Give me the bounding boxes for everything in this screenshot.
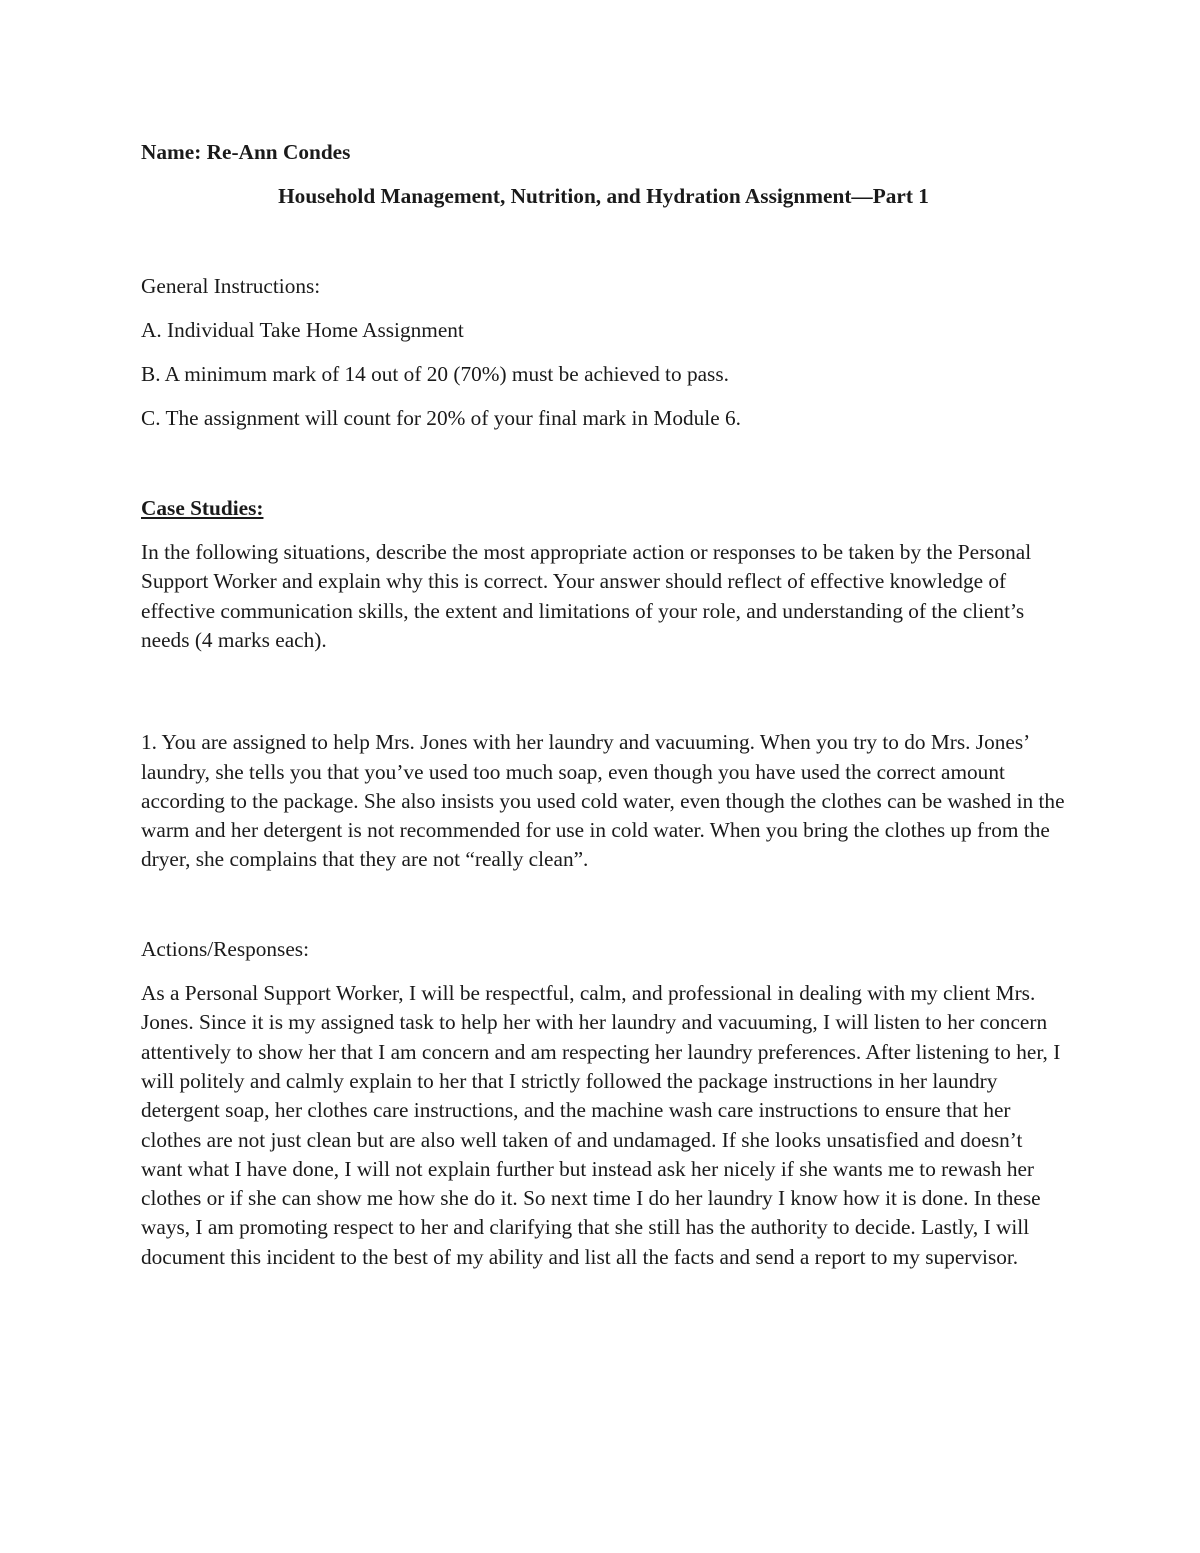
instruction-item-a: A. Individual Take Home Assignment xyxy=(141,317,464,342)
case-studies-heading: Case Studies: xyxy=(141,495,264,520)
case-studies-intro: In the following situations, describe the most appropriate action or responses to be taken by the Personal Support Worker and explain why this is correct. Your answer should reflect of effective knowledge of effective communication skills, the extent and limitations of your role, and understanding of the client’s needs (4 marks each). xyxy=(141,540,1032,652)
case-study-1: 1. You are assigned to help Mrs. Jones with her laundry and vacuuming. When you try to do Mrs. Jones’ laundry, she tells you that you’ve used too much soap, even though you have used the correct amount according to the package. She also insists you used cold water, even though the clothes can be washed in the warm and her detergent is not recommended for use in cold water. When you bring the clothes up from the dryer, she complains that they are not “really clean”. xyxy=(141,730,1065,872)
instruction-item-b: B. A minimum mark of 14 out of 20 (70%) must be achieved to pass. xyxy=(141,362,729,387)
assignment-title: Household Management, Nutrition, and Hydration Assignment—Part 1 xyxy=(278,184,929,209)
student-name: Name: Re-Ann Condes xyxy=(141,140,351,164)
instructions-heading: General Instructions: xyxy=(141,273,321,298)
instruction-item-c: C. The assignment will count for 20% of your final mark in Module 6. xyxy=(141,406,741,431)
document-body xyxy=(141,138,1066,1272)
actions-responses-heading: Actions/Responses: xyxy=(141,936,310,961)
actions-responses-answer: As a Personal Support Worker, I will be respectful, calm, and professional in dealing with my client Mrs. Jones. Since it is my assigned task to help her with her laundry and vacuuming, I will listen to her concern attentively to show her that I am concern and am respecting her laundry preferences. After listening to her, I will politely and calmly explain to her that I strictly followed the package instructions in her laundry detergent soap, her clothes care instructions, and the machine wash care instructions to ensure that her clothes are not just clean but are also well taken of and undamaged. If she looks unsatisfied and doesn’t want what I have done, I will not explain further but instead ask her nicely if she wants me to rewash her clothes or if she can show me how she do it. So next time I do her laundry I know how it is done. In these ways, I am promoting respect to her and clarifying that she still has the authority to decide. Lastly, I will document this incident to the best of my ability and list all the facts and send a report to my supervisor. xyxy=(141,981,1061,1269)
